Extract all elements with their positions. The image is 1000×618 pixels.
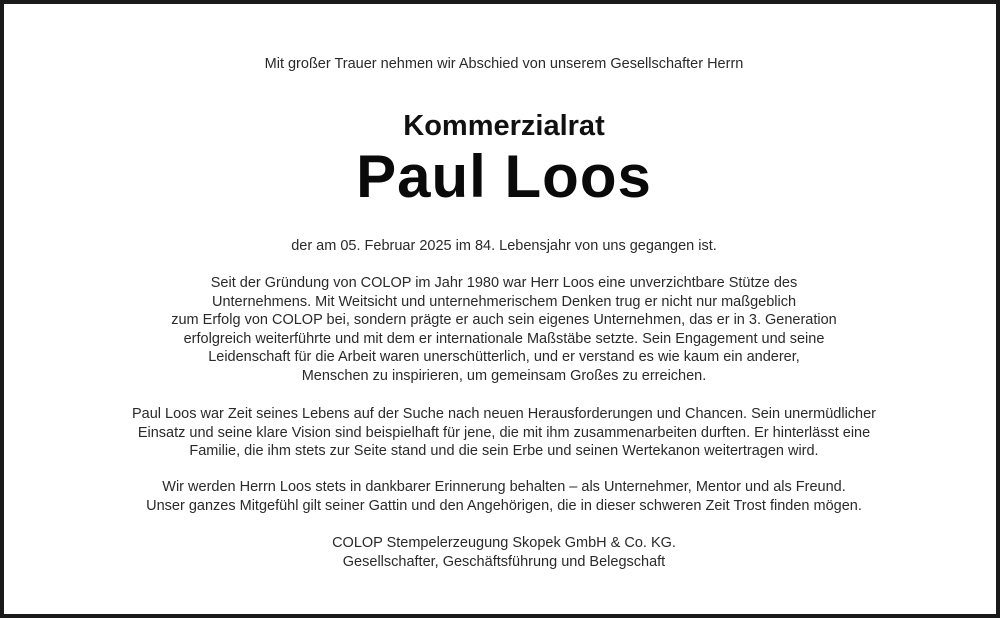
deceased-name: Paul Loos bbox=[356, 143, 652, 210]
paragraph-remembrance bbox=[4, 478, 1000, 515]
signature-block bbox=[4, 534, 1000, 571]
paragraph-company-history bbox=[4, 274, 1000, 386]
paragraph-line: Einsatz und seine klare Vision sind beispielhaft für jene, die mit ihm zusammenarbeiten durften. Er hinterlässt eine bbox=[137, 424, 871, 441]
paragraph-line: Menschen zu inspirieren, um gemeinsam Großes zu erreichen. bbox=[301, 367, 707, 384]
paragraph-line: zum Erfolg von COLOP bei, sondern prägte er auch sein eigenes Unternehmen, das er in 3. Generation bbox=[171, 312, 837, 329]
paragraph-line: Paul Loos war Zeit seines Lebens auf der Suche nach neuen Herausforderungen und Chancen. Sein unermüdlicher bbox=[131, 406, 876, 422]
paragraph-line: erfolgreich weiterführte und mit dem er internationale Maßstäbe setzte. Sein Engagement und seine bbox=[183, 330, 825, 347]
honorific-title: Kommerzialrat bbox=[403, 110, 605, 142]
signature-group: Gesellschafter, Geschäftsführung und Belegschaft bbox=[342, 553, 666, 570]
paragraph-line: Familie, die ihm stets zur Seite stand und die sein Erbe und seinen Wertekanon weitertragen wird. bbox=[189, 443, 819, 460]
paragraph-line: Seit der Gründung von COLOP im Jahr 1980 war Herr Loos eine unverzichtbare Stütze des bbox=[210, 275, 798, 291]
paragraph-line: Leidenschaft für die Arbeit waren unerschütterlich, und er verstand es wie kaum ein anderer, bbox=[208, 349, 800, 366]
date-line bbox=[4, 237, 1000, 256]
paragraph-line: Unser ganzes Mitgefühl gilt seiner Gattin und den Angehörigen, die in dieser schweren Zeit Trost finden mögen. bbox=[146, 497, 862, 514]
paragraph-life bbox=[4, 405, 1000, 461]
paragraph-line: Unternehmens. Mit Weitsicht und unternehmerischem Denken trug er nicht nur maßgeblich bbox=[211, 293, 797, 310]
date-line-text: der am 05. Februar 2025 im 84. Lebensjahr von uns gegangen ist. bbox=[291, 238, 717, 254]
signature-company: COLOP Stempelerzeugung Skopek GmbH & Co. KG. bbox=[332, 535, 676, 551]
intro-line: Mit großer Trauer nehmen wir Abschied von unserem Gesellschafter Herrn bbox=[264, 56, 744, 72]
paragraph-line: Wir werden Herrn Loos stets in dankbarer Erinnerung behalten – als Unternehmer, Mentor und als Freund. bbox=[162, 479, 846, 495]
